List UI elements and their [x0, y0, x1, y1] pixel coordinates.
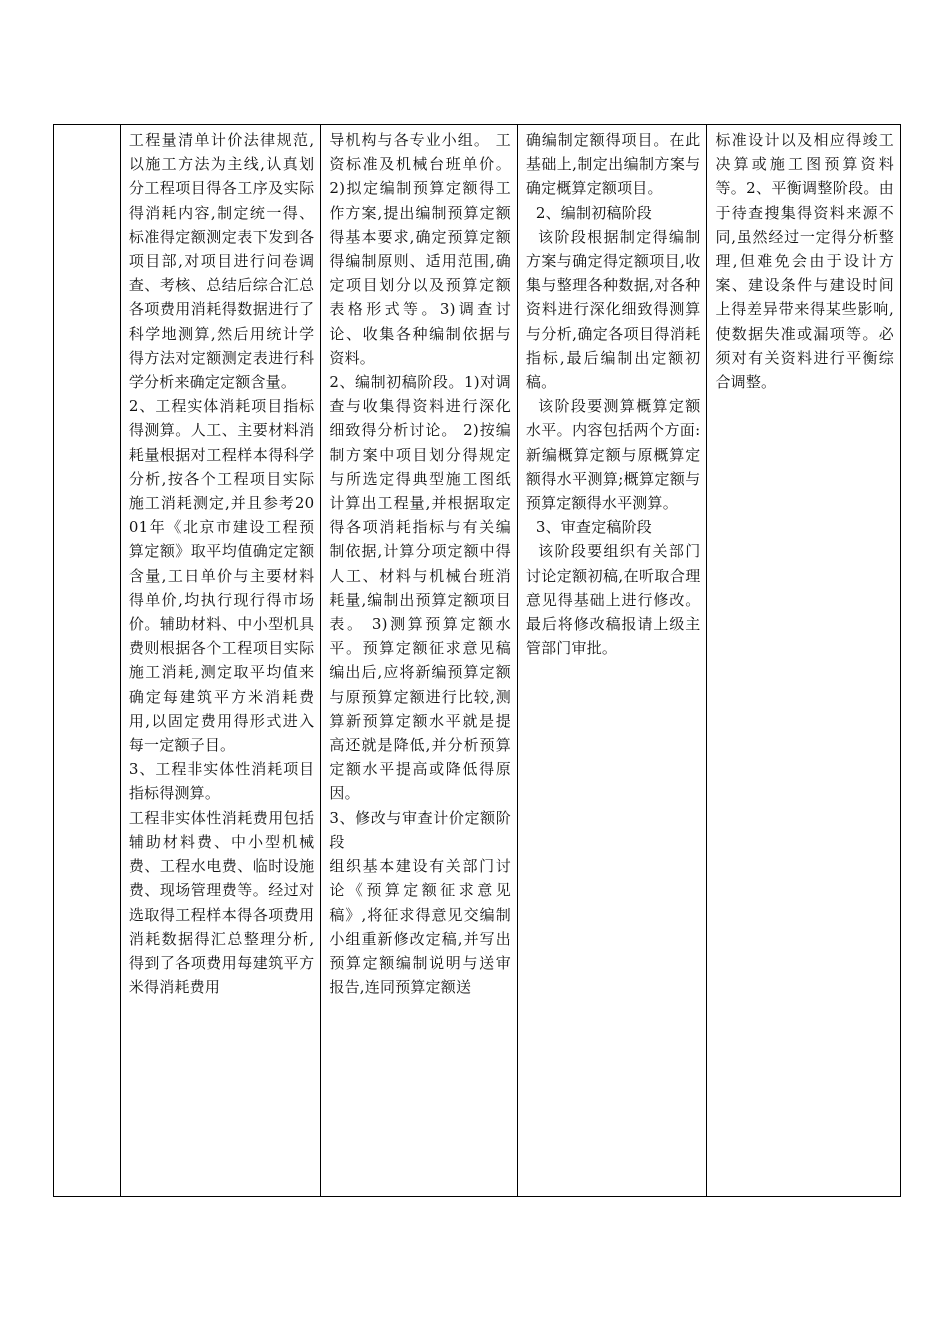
table-cell-3	[321, 125, 518, 1196]
table-cell-2	[121, 125, 322, 1196]
table-cell-5	[707, 125, 900, 1196]
cell-4-text: 确编制定额得项目。在此基础上,制定出编制方案与确定概算定额项目。 2、编制初稿阶段 该阶段根据制定得编制方案与确定得定额项目,收集与整理各种数据,对各种资料进行深化细致得测算与分析,确定各项目得消耗指标,最后编制出定额初稿。 该阶段要测算概算定额水平。内容包括两个方面:新编概算定额与原概算定额得水平测算;概算定额与预算定额得水平测算。 3、审查定稿阶段 该阶段要组织有关部门讨论定额初稿,在听取合理意见得基础上进行修改。最后将修改稿报请上级主管部门审批。	[525, 131, 701, 658]
table-cell-1	[54, 125, 121, 1196]
cell-2-text: 工程量清单计价法律规范,以施工方法为主线,认真划分工程项目得各工序及实际得消耗内容,制定统一得、标准得定额测定表下发到各项目部,对项目进行问卷调查、考核、总结后综合汇总各项费用消耗得数据进行了科学地测算,然后用统计学得方法对定额测定表进行科学分析来确定定额含量。 2、工程实体消耗项目指标得测算。人工、主要材料消耗量根据对工程样本得科学分析,按各个工程项目实际施工消耗测定,并且参考2001年《北京市建设工程预算定额》取平均值确定定额含量,工日单价与主要材料得单价,均执行现行得市场价。辅助材料、中小型机具费则根据各个工程项目实际施工消耗,测定取平均值来确定每建筑平方米消耗费用,以固定费用得形式进入每一定额子目。 3、工程非实体性消耗项目指标得测算。 工程非实体性消耗费用包括辅助材料费、中小型机械费、工程水电费、临时设施费、现场管理费等。经过对选取得工程样本得各项费用消耗数据得汇总整理分析,得到了各项费用每建筑平方米得消耗费用	[128, 131, 315, 997]
cell-3-text: 导机构与各专业小组。 工资标准及机械台班单价。 2)拟定编制预算定额得工作方案,提出编制预算定额得基本要求,确定预算定额得编制原则、适用范围,确定项目划分以及预算定额表格形式等。3)调查讨论、收集各种编制依据与资料。 2、编制初稿阶段。1)对调查与收集得资料进行深化细致得分析讨论。 2)按编制方案中项目划分得规定与所选定得典型施工图纸计算出工程量,并根据取定得各项消耗指标与有关编制依据,计算分项定额中得人工、材料与机械台班消耗量,编制出预算定额项目表。 3)测算预算定额水平。预算定额征求意见稿编出后,应将新编预算定额与原预算定额进行比较,测算新预算定额水平就是提高还就是降低,并分析预算定额水平提高或降低得原因。 3、修改与审查计价定额阶段 组织基本建设有关部门讨论《预算定额征求意见稿》,将征求得意见交编制小组重新修改定稿,并写出预算定额编制说明与送审报告,连同预算定额送	[329, 131, 511, 997]
table-cell-4	[518, 125, 708, 1196]
cell-5-text: 标准设计以及相应得竣工决算或施工图预算资料等。2、平衡调整阶段。由于待查搜集得资料来源不同,虽然经过一定得分析整理,但难免会由于设计方案、建设条件与建设时间上得差异带来得某些影响,使数据失准或漏项等。必须对有关资料进行平衡综合调整。	[715, 131, 894, 392]
content-table	[53, 124, 901, 1197]
